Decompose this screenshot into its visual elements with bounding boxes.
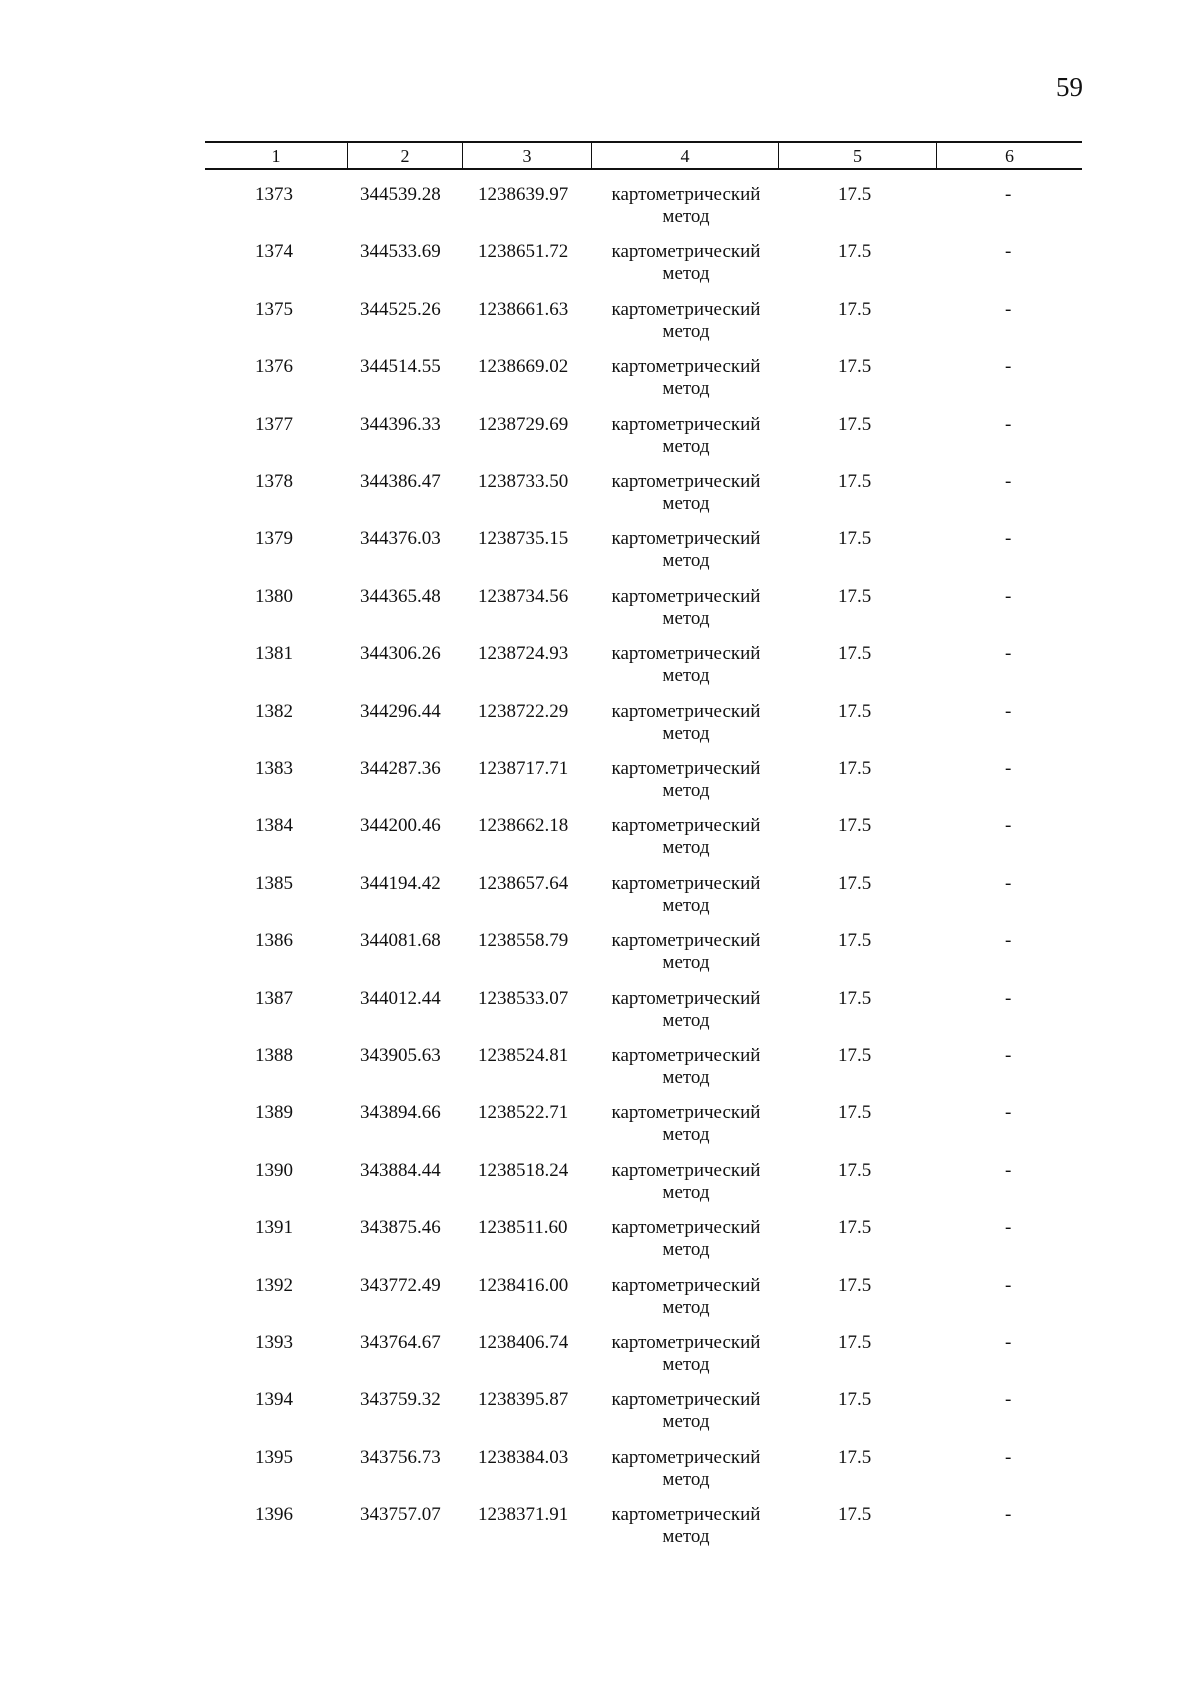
accuracy-value: 17.5 (838, 1217, 872, 1239)
method-line-1: картометрический (611, 1446, 761, 1468)
note-value: - (1005, 930, 1012, 952)
accuracy-value: 17.5 (838, 987, 872, 1009)
coordinate-x: 344287.36 (360, 758, 441, 779)
coordinate-y: 1238669.02 (478, 356, 569, 378)
note-value: - (1005, 1332, 1012, 1353)
method-line-2: метод (662, 493, 710, 514)
coordinate-y: 1238735.15 (478, 528, 569, 550)
note-value: - (1005, 815, 1012, 837)
method-line-2: метод (662, 665, 710, 687)
coordinate-x: 343757.07 (360, 1504, 441, 1526)
note-value: - (1005, 471, 1012, 492)
method-cell (596, 1447, 776, 1491)
row-number: 1390 (255, 1159, 293, 1181)
coordinate-x: 344200.46 (360, 815, 441, 837)
coordinate-x: 343756.73 (360, 1446, 441, 1468)
row-number: 1375 (255, 298, 293, 320)
header-col-5: 5 (853, 146, 862, 166)
method-cell (596, 471, 776, 515)
table-row (0, 586, 1200, 644)
method-cell (596, 184, 776, 228)
coordinate-y: 1238729.69 (478, 413, 569, 435)
accuracy-value: 17.5 (838, 585, 872, 607)
accuracy-value: 17.5 (838, 1102, 872, 1124)
table-row (0, 471, 1200, 529)
coordinate-x: 344365.48 (360, 585, 441, 607)
note-value: - (1005, 1102, 1012, 1124)
header-bottom-rule (205, 168, 1082, 170)
note-value: - (1005, 700, 1012, 722)
note-value: - (1005, 1446, 1012, 1468)
method-cell (596, 1102, 776, 1146)
method-line-2: метод (662, 1239, 710, 1261)
method-line-1: картометрический (611, 700, 761, 722)
coordinate-x: 343764.67 (360, 1332, 441, 1353)
method-line-2: метод (662, 1009, 710, 1031)
method-line-1: картометрический (611, 241, 761, 263)
accuracy-value: 17.5 (838, 930, 872, 952)
coordinate-x: 343772.49 (360, 1274, 441, 1296)
accuracy-value: 17.5 (838, 815, 872, 837)
coordinate-y: 1238724.93 (478, 643, 569, 665)
coordinate-x: 344539.28 (360, 184, 441, 205)
coordinate-x: 344081.68 (360, 930, 441, 952)
coordinate-y: 1238558.79 (478, 930, 569, 952)
accuracy-value: 17.5 (838, 241, 872, 263)
coordinate-y: 1238384.03 (478, 1446, 569, 1468)
row-number: 1378 (255, 471, 293, 492)
accuracy-value: 17.5 (838, 413, 872, 435)
row-number: 1388 (255, 1045, 293, 1066)
method-line-1: картометрический (611, 1102, 761, 1124)
coordinate-y: 1238657.64 (478, 872, 569, 894)
note-value: - (1005, 528, 1012, 550)
method-line-2: метод (662, 435, 710, 457)
table-row (0, 299, 1200, 357)
table-row (0, 1160, 1200, 1218)
method-line-2: метод (662, 952, 710, 974)
table-row (0, 873, 1200, 931)
method-line-1: картометрический (611, 356, 761, 378)
method-cell (596, 873, 776, 917)
table-row (0, 701, 1200, 759)
method-line-2: метод (662, 206, 710, 227)
coordinate-x: 343905.63 (360, 1045, 441, 1066)
method-line-1: картометрический (611, 184, 761, 205)
method-cell (596, 1045, 776, 1089)
coordinate-x: 344194.42 (360, 872, 441, 894)
accuracy-value: 17.5 (838, 758, 872, 779)
method-line-2: метод (662, 378, 710, 400)
note-value: - (1005, 585, 1012, 607)
coordinate-y: 1238651.72 (478, 241, 569, 263)
row-number: 1385 (255, 872, 293, 894)
method-cell (596, 1504, 776, 1548)
coordinate-x: 343894.66 (360, 1102, 441, 1124)
header-col-4: 4 (680, 146, 690, 166)
accuracy-value: 17.5 (838, 700, 872, 722)
coordinate-y: 1238662.18 (478, 815, 569, 837)
note-value: - (1005, 1504, 1012, 1526)
method-cell (596, 586, 776, 630)
method-cell (596, 528, 776, 572)
coordinate-y: 1238511.60 (478, 1217, 568, 1239)
coordinate-x: 343759.32 (360, 1389, 441, 1411)
note-value: - (1005, 758, 1012, 779)
table-row (0, 1217, 1200, 1275)
method-line-1: картометрический (611, 1045, 761, 1066)
note-value: - (1005, 1045, 1012, 1066)
coordinate-x: 344376.03 (360, 528, 441, 550)
accuracy-value: 17.5 (838, 298, 872, 320)
coordinate-y: 1238734.56 (478, 585, 569, 607)
row-number: 1387 (255, 987, 293, 1009)
table-row (0, 1447, 1200, 1505)
method-line-2: метод (662, 1411, 710, 1433)
coordinate-y: 1238395.87 (478, 1389, 569, 1411)
coordinate-x: 343884.44 (360, 1159, 441, 1181)
table-row (0, 184, 1200, 242)
method-line-2: метод (662, 894, 710, 916)
coordinate-y: 1238717.71 (478, 758, 569, 779)
method-line-2: метод (662, 1181, 710, 1203)
coordinate-y: 1238371.91 (478, 1504, 569, 1526)
coordinate-y: 1238416.00 (478, 1274, 569, 1296)
coordinate-y: 1238639.97 (478, 184, 569, 205)
method-cell (596, 1217, 776, 1261)
method-line-1: картометрический (611, 987, 761, 1009)
note-value: - (1005, 1159, 1012, 1181)
table-row (0, 930, 1200, 988)
coordinate-y: 1238733.50 (478, 471, 569, 492)
row-number: 1389 (255, 1102, 293, 1124)
table-row (0, 815, 1200, 873)
table-row (0, 643, 1200, 701)
note-value: - (1005, 872, 1012, 894)
method-cell (596, 299, 776, 343)
method-line-1: картометрический (611, 758, 761, 779)
method-line-2: метод (662, 550, 710, 572)
coordinate-y: 1238522.71 (478, 1102, 569, 1124)
method-line-1: картометрический (611, 815, 761, 837)
coordinate-y: 1238722.29 (478, 700, 569, 722)
table-row (0, 528, 1200, 586)
method-line-2: метод (662, 320, 710, 342)
note-value: - (1005, 1274, 1012, 1296)
row-number: 1381 (255, 643, 293, 665)
row-number: 1380 (255, 585, 293, 607)
method-cell (596, 815, 776, 859)
table-row (0, 241, 1200, 299)
row-number: 1384 (255, 815, 293, 837)
row-number: 1382 (255, 700, 293, 722)
note-value: - (1005, 1389, 1012, 1411)
method-line-1: картометрический (611, 528, 761, 550)
row-number: 1373 (255, 184, 293, 205)
accuracy-value: 17.5 (838, 1504, 872, 1526)
header-col-1: 1 (271, 146, 281, 166)
table-row (0, 1045, 1200, 1103)
table-row (0, 356, 1200, 414)
method-cell (596, 701, 776, 745)
accuracy-value: 17.5 (838, 872, 872, 894)
note-value: - (1005, 1217, 1012, 1239)
method-line-1: картометрический (611, 643, 761, 665)
method-line-1: картометрический (611, 1217, 761, 1239)
method-line-1: картометрический (611, 413, 761, 435)
note-value: - (1005, 356, 1012, 378)
table-row (0, 1275, 1200, 1333)
method-cell (596, 1275, 776, 1319)
method-line-1: картометрический (611, 298, 761, 320)
accuracy-value: 17.5 (838, 1159, 872, 1181)
method-line-2: метод (662, 1296, 710, 1318)
accuracy-value: 17.5 (838, 1446, 872, 1468)
table-header-row (205, 143, 1082, 169)
table-row (0, 1389, 1200, 1447)
method-cell (596, 930, 776, 974)
row-number: 1392 (255, 1274, 293, 1296)
method-line-2: метод (662, 607, 710, 629)
row-number: 1379 (255, 528, 293, 550)
header-col-6: 6 (1005, 146, 1014, 166)
coordinate-x: 344533.69 (360, 241, 441, 263)
method-line-2: метод (662, 1526, 710, 1548)
coordinate-x: 344306.26 (360, 643, 441, 665)
coordinate-y: 1238661.63 (478, 298, 569, 320)
method-line-2: метод (662, 1124, 710, 1146)
method-line-2: метод (662, 1067, 710, 1088)
table-row (0, 988, 1200, 1046)
table-row (0, 414, 1200, 472)
method-line-1: картометрический (611, 585, 761, 607)
coordinate-x: 344525.26 (360, 298, 441, 320)
coordinate-x: 344514.55 (360, 356, 441, 378)
method-line-1: картометрический (611, 1389, 761, 1411)
note-value: - (1005, 241, 1012, 263)
method-line-2: метод (662, 263, 710, 285)
coordinate-x: 343875.46 (360, 1217, 441, 1239)
note-value: - (1005, 643, 1012, 665)
row-number: 1377 (255, 413, 293, 435)
method-line-1: картометрический (611, 1159, 761, 1181)
method-line-2: метод (662, 1468, 710, 1490)
coordinate-y: 1238406.74 (478, 1332, 569, 1353)
row-number: 1383 (255, 758, 293, 779)
method-line-1: картометрический (611, 471, 761, 492)
row-number: 1393 (255, 1332, 293, 1353)
page-number: 59 (1056, 72, 1083, 102)
coordinate-y: 1238518.24 (478, 1159, 569, 1181)
method-line-1: картометрический (611, 872, 761, 894)
header-col-3: 3 (522, 146, 532, 166)
row-number: 1374 (255, 241, 293, 263)
method-line-1: картометрический (611, 1504, 761, 1526)
method-cell (596, 241, 776, 285)
method-line-2: метод (662, 780, 710, 801)
method-line-2: метод (662, 1354, 710, 1375)
coordinate-x: 344396.33 (360, 413, 441, 435)
coordinate-x: 344296.44 (360, 700, 441, 722)
accuracy-value: 17.5 (838, 1332, 872, 1353)
accuracy-value: 17.5 (838, 1274, 872, 1296)
method-cell (596, 356, 776, 400)
accuracy-value: 17.5 (838, 528, 872, 550)
coordinate-y: 1238533.07 (478, 987, 569, 1009)
header-col-2: 2 (400, 146, 410, 166)
coordinate-x: 344386.47 (360, 471, 441, 492)
row-number: 1395 (255, 1446, 293, 1468)
method-cell (596, 1332, 776, 1376)
method-line-2: метод (662, 837, 710, 859)
method-line-1: картометрический (611, 930, 761, 952)
note-value: - (1005, 413, 1012, 435)
method-line-1: картометрический (611, 1274, 761, 1296)
accuracy-value: 17.5 (838, 356, 872, 378)
method-cell (596, 1389, 776, 1433)
coordinate-x: 344012.44 (360, 987, 441, 1009)
accuracy-value: 17.5 (838, 1389, 872, 1411)
note-value: - (1005, 184, 1012, 205)
method-cell (596, 643, 776, 687)
accuracy-value: 17.5 (838, 1045, 872, 1066)
accuracy-value: 17.5 (838, 643, 872, 665)
row-number: 1396 (255, 1504, 293, 1526)
table-row (0, 758, 1200, 816)
coordinate-y: 1238524.81 (478, 1045, 569, 1066)
note-value: - (1005, 987, 1012, 1009)
method-cell (596, 758, 776, 802)
row-number: 1386 (255, 930, 293, 952)
method-cell (596, 988, 776, 1032)
accuracy-value: 17.5 (838, 471, 872, 492)
method-line-2: метод (662, 722, 710, 744)
row-number: 1391 (255, 1217, 293, 1239)
table-row (0, 1332, 1200, 1390)
method-line-1: картометрический (611, 1332, 761, 1353)
note-value: - (1005, 298, 1012, 320)
row-number: 1394 (255, 1389, 293, 1411)
accuracy-value: 17.5 (838, 184, 872, 205)
table-row (0, 1504, 1200, 1562)
method-cell (596, 1160, 776, 1204)
method-cell (596, 414, 776, 458)
row-number: 1376 (255, 356, 293, 378)
table-row (0, 1102, 1200, 1160)
